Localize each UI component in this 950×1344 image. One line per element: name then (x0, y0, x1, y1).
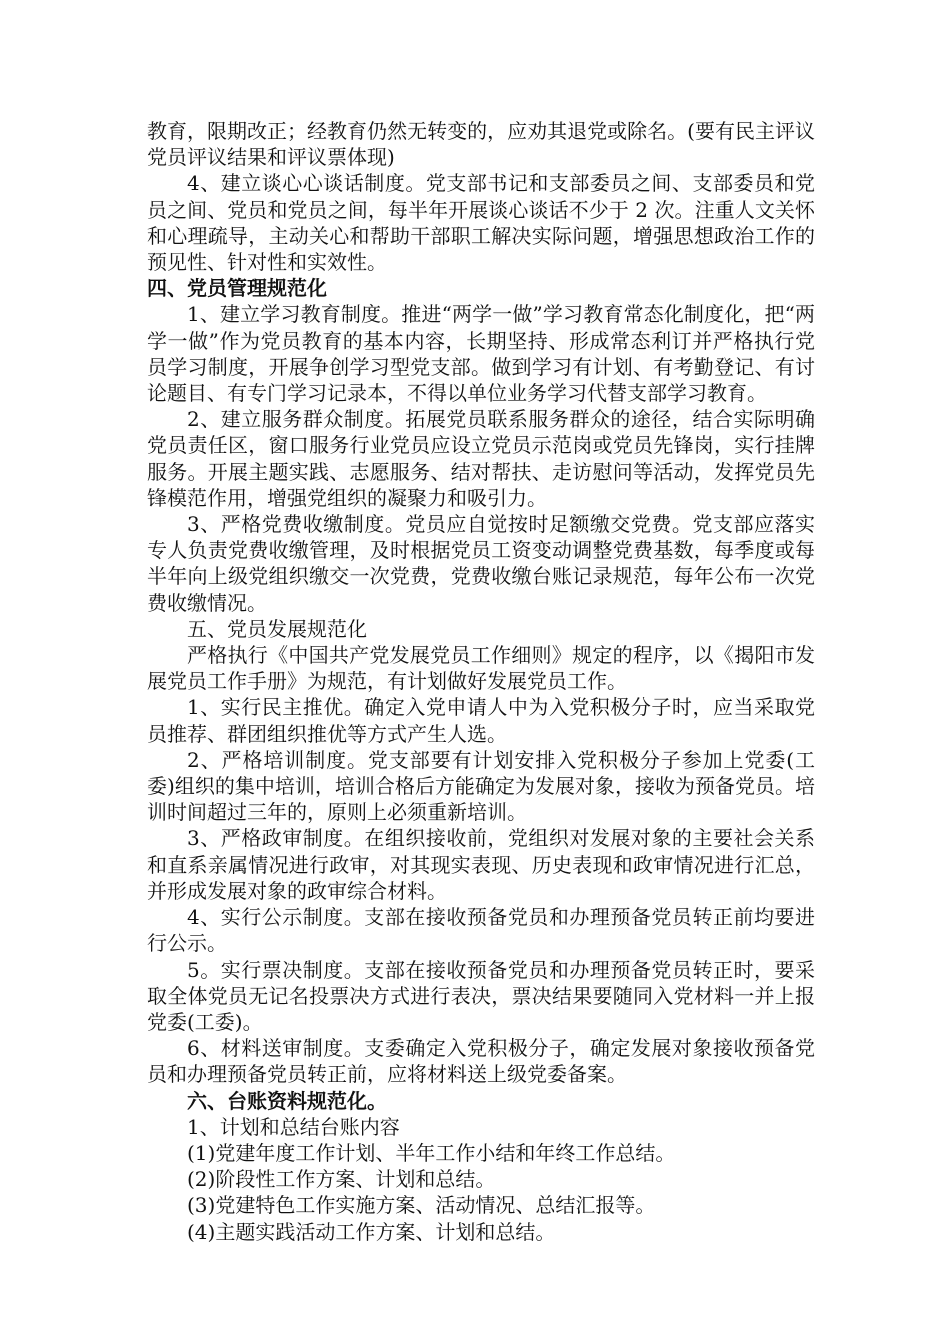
paragraph-study-education: 1、建立学习教育制度。推进“两学一做”学习教育常态化制度化，把“两学一做”作为党员教育的基本内容，长期坚持、形成常态利订并严格执行党员学习制度，开展争创学习型党支部。做到学习有计划、有考勤登记、有讨论题目、有专门学习记录本，不得以单位业务学习代替支部学习教育。 (147, 302, 815, 406)
paragraph-party-dues: 3、严格党费收缴制度。党员应自觉按时足额缴交党费。党支部应落实专人负责党费收缴管理，及时根据党员工资变动调整党费基数，每季度或每半年向上级党组织缴交一次党费，党费收缴台账记录规范，每年公布一次党费收缴情况。 (147, 512, 815, 615)
paragraph-publicity: 4、实行公示制度。支部在接收预备党员和办理预备党员转正前均要进行公示。 (147, 905, 815, 956)
list-heading-plans-summaries: 1、计划和总结台账内容 (187, 1114, 400, 1139)
section-heading-records: 六、台账资料规范化。 (187, 1088, 387, 1113)
list-item: (3)党建特色工作实施方案、活动情况、总结汇报等。 (187, 1193, 656, 1218)
list-item: (1)党建年度工作计划、半年工作小结和年终工作总结。 (187, 1140, 676, 1165)
section-heading-member-management: 四、党员管理规范化 (147, 276, 327, 301)
paragraph-voting: 5。实行票决制度。支部在接收预备党员和办理预备党员转正时，要采取全体党员无记名投票决方式进行表决，票决结果要随同入党材料一并上报党委(工委)。 (147, 957, 815, 1034)
list-item: (4)主题实践活动工作方案、计划和总结。 (187, 1219, 556, 1244)
paragraph-evaluation-end: 教育，限期改正；经教育仍然无转变的，应劝其退党或除名。(要有民主评议党员评议结果和评议票体现) (147, 119, 815, 170)
paragraph-development-rules: 严格执行《中国共产党发展党员工作细则》规定的程序，以《揭阳市发展党员工作手册》为规范，有计划做好发展党员工作。 (147, 643, 815, 694)
paragraph-heart-to-heart-talks: 4、建立谈心心谈话制度。党支部书记和支部委员之间、支部委员和党员之间、党员和党员之间，每半年开展谈心谈话不少于 2 次。注重人文关怀和心理疏导，主动关心和帮助干部职工解决实际问题，增强思想政治工作的预见性、针对性和实效性。 (147, 171, 815, 275)
section-heading-member-development: 五、党员发展规范化 (187, 616, 367, 641)
paragraph-training: 2、严格培训制度。党支部要有计划安排入党积极分子参加上党委(工委)组织的集中培训，培训合格后方能确定为发展对象，接收为预备党员。培训时间超过三年的，原则上必须重新培训。 (147, 747, 815, 825)
paragraph-serve-masses: 2、建立服务群众制度。拓展党员联系服务群众的途径，结合实际明确党员责任区，窗口服务行业党员应设立党员示范岗或党员先锋岗，实行挂牌服务。开展主题实践、志愿服务、结对帮扶、走访慰问等活动，发挥党员先锋模范作用，增强党组织的凝聚力和吸引力。 (147, 407, 815, 510)
list-item: (2)阶段性工作方案、计划和总结。 (187, 1167, 496, 1192)
paragraph-political-review: 3、严格政审制度。在组织接收前，党组织对发展对象的主要社会关系和直系亲属情况进行政审，对其现实表现、历史表现和政审情况进行汇总，并形成发展对象的政审综合材料。 (147, 826, 815, 903)
paragraph-democratic-recommendation: 1、实行民主推优。确定入党申请人中为入党积极分子时，应当采取党员推荐、群团组织推优等方式产生人选。 (147, 695, 815, 746)
document-page (147, 118, 815, 1245)
paragraph-material-review: 6、材料送审制度。支委确定入党积极分子，确定发展对象接收预备党员和办理预备党员转正前，应将材料送上级党委备案。 (147, 1036, 815, 1087)
